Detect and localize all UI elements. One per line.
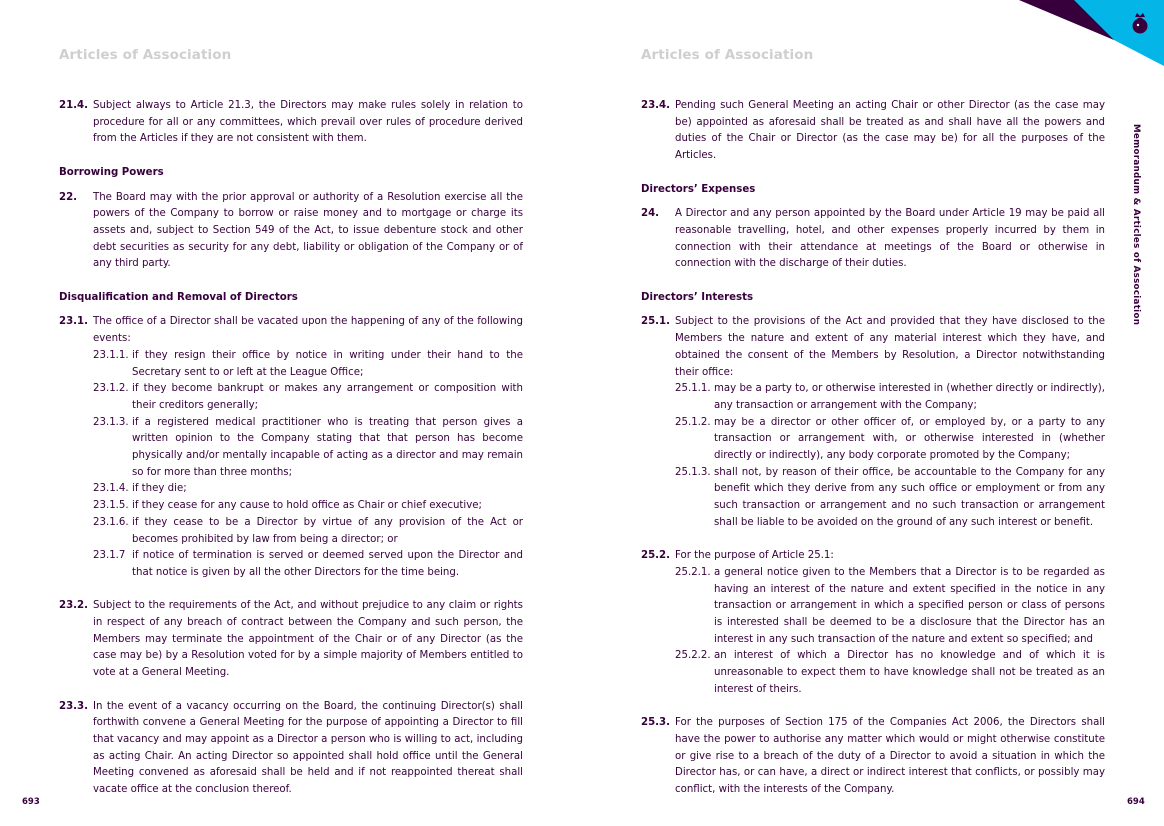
article-23-2 [59, 598, 523, 682]
article-number: 24. [641, 208, 660, 220]
left-column [59, 98, 523, 799]
sub-text: if they resign their office by notice in writing under their hand to the Secretary sent to or left at the League Office; [132, 349, 523, 378]
sub-clause [93, 381, 523, 414]
page-title: Articles of Association [641, 47, 814, 63]
section-heading: Disqualification and Removal of Directors [59, 291, 298, 303]
sub-number: 23.1.1. [93, 349, 129, 361]
sub-clause [675, 381, 1105, 414]
sub-number: 23.1.3. [93, 416, 129, 428]
sub-text: may be a director or other officer of, or employed by, or a party to any transaction or arrangement with, or otherwise interested in (whether directly or indirectly), any body corporate promoted by the Company; [714, 416, 1105, 462]
article-number: 23.1. [59, 316, 89, 328]
sub-number: 23.1.5. [93, 500, 129, 512]
sub-text: if they cease for any cause to hold office as Chair or chief executive; [132, 500, 482, 512]
sub-text: if a registered medical practitioner who is treating that person gives a written opinion to the Company stating that that person has become physically and/or mentally incapable of acting as a director and may remain so for more than three months; [132, 416, 523, 478]
article-23-1 [59, 314, 523, 581]
sub-clause [93, 415, 523, 482]
page-number: 694 [1127, 797, 1145, 807]
article-25-2 [641, 548, 1105, 698]
page-title: Articles of Association [59, 47, 232, 63]
sub-number: 25.1.3. [675, 466, 711, 478]
article-text: For the purposes of Section 175 of the Companies Act 2006, the Directors shall have the power to authorise any matter which would or might otherwise constitute or give rise to a breach of the duty of a Director to avoid a situation in which the Director has, or can have, a direct or indirect interest that conflicts, or possibly may conflict, with the interests of the Company. [675, 717, 1105, 796]
sub-clause [675, 415, 1105, 465]
sub-clause [675, 648, 1105, 698]
article-25-3 [641, 715, 1105, 799]
side-label: Memorandum & Articles of Association [1131, 124, 1141, 326]
section-heading: Borrowing Powers [59, 166, 164, 178]
sub-text: shall not, by reason of their office, be accountable to the Company for any benefit which they derive from any such office or employment or from any such transaction or arrangement and no such transaction or arrangement shall be liable to be avoided on the ground of any such interest or benefit. [714, 466, 1105, 528]
sub-text: if they die; [132, 483, 187, 495]
article-21-4 [59, 98, 523, 148]
sub-clause [93, 515, 523, 548]
sub-clause [93, 548, 523, 581]
sub-clause [675, 465, 1105, 532]
article-number: 25.3. [641, 717, 671, 729]
sub-number: 23.1.6. [93, 516, 129, 528]
article-25-1 [641, 314, 1105, 531]
article-text: In the event of a vacancy occurring on the Board, the continuing Director(s) shall forthwith convene a General Meeting for the purpose of appointing a Director to fill that vacancy and may appoint as a Director a person who is willing to act, including as acting Chair. An acting Director so appointed shall hold office until the General Meeting convened as aforesaid shall be held and if not reappointed thereat shall vacate office at the conclusion thereof. [93, 700, 523, 796]
page-number: 693 [22, 797, 40, 807]
right-page [582, 0, 1164, 826]
article-23-4 [641, 98, 1105, 165]
right-column [641, 98, 1105, 799]
sub-clause [93, 498, 523, 515]
section-heading: Directors’ Expenses [641, 183, 756, 195]
sub-number: 25.2.1. [675, 566, 711, 578]
article-text: Subject always to Article 21.3, the Directors may make rules solely in relation to procedure for all or any committees, which prevail over rules of procedure derived from the Articles if they are not consistent with them. [93, 100, 523, 145]
article-number: 22. [59, 191, 78, 203]
sub-clause [93, 348, 523, 381]
sub-text: if notice of termination is served or deemed served upon the Director and that notice is given by all the other Directors for the time being. [132, 550, 523, 578]
article-number: 25.2. [641, 550, 671, 562]
sub-text: an interest of which a Director has no knowledge and of which it is unreasonable to expect them to have knowledge shall not be treated as an interest of theirs. [714, 650, 1105, 695]
article-text: A Director and any person appointed by the Board under Article 19 may be paid all reasonable travelling, hotel, and other expenses properly incurred by them in connection with their attendance at meetings of the Board or otherwise in connection with the discharge of their duties. [675, 208, 1105, 270]
sub-text: a general notice given to the Members that a Director is to be regarded as having an interest of the nature and extent specified in the notice in any transaction or arrangement in which a specified person or class of persons is interested shall be deemed to be a disclosure that the Director has an interest in any such transaction of the nature and extent so specified; and [714, 566, 1105, 645]
article-text: Subject to the requirements of the Act, and without prejudice to any claim or rights in respect of any breach of contract between the Company and such person, the Members may terminate the appointment of the Chair or of any Director (as the case may be) by a Resolution voted for by a simple majority of Members entitled to vote at a General Meeting. [93, 600, 523, 679]
article-number: 23.2. [59, 600, 89, 612]
sub-number: 25.2.2. [675, 650, 711, 662]
sub-text: may be a party to, or otherwise interested in (whether directly or indirectly), any transaction or arrangement with the Company; [714, 383, 1105, 411]
article-text: The Board may with the prior approval or authority of a Resolution exercise all the powers of the Company to borrow or raise money and to mortgage or charge its assets and, subject to Section 549 of the Act, to issue debenture stock and other debt securities as security for any debt, liability or obligation of the Company or of any third party. [93, 191, 523, 270]
article-number: 21.4. [59, 100, 89, 111]
article-number: 25.1. [641, 316, 671, 328]
sub-number: 25.1.2. [675, 416, 711, 428]
sub-text: if they become bankrupt or makes any arrangement or composition with their creditors generally; [132, 383, 523, 411]
corner-banner [1014, 0, 1164, 66]
section-heading: Directors’ Interests [641, 291, 754, 303]
article-text: Pending such General Meeting an acting Chair or other Director (as the case may be) appointed as aforesaid shall be treated as and shall have all the powers and duties of the Chair or Director (as the case may be) for all the purposes of the Articles. [675, 100, 1105, 162]
sub-number: 23.1.4. [93, 483, 129, 495]
article-number: 23.3. [59, 700, 89, 712]
article-text: For the purpose of Article 25.1: [675, 550, 834, 562]
article-24 [641, 206, 1105, 273]
article-23-3 [59, 699, 523, 799]
sub-number: 23.1.7 [93, 550, 126, 562]
sub-number: 23.1.2. [93, 383, 129, 395]
article-22 [59, 190, 523, 274]
article-text: The office of a Director shall be vacated upon the happening of any of the following events: [93, 316, 523, 345]
sub-clause [93, 481, 523, 498]
sub-text: if they cease to be a Director by virtue of any provision of the Act or becomes prohibited by law from being a director; or [132, 516, 523, 545]
sub-number: 25.1.1. [675, 383, 711, 395]
sub-clause [675, 565, 1105, 649]
article-text: Subject to the provisions of the Act and provided that they have disclosed to the Members the nature and extent of any material interest which they have, and obtained the consent of the Members by Resolution, a Director notwithstanding their office: [675, 316, 1105, 378]
article-number: 23.4. [641, 100, 671, 111]
